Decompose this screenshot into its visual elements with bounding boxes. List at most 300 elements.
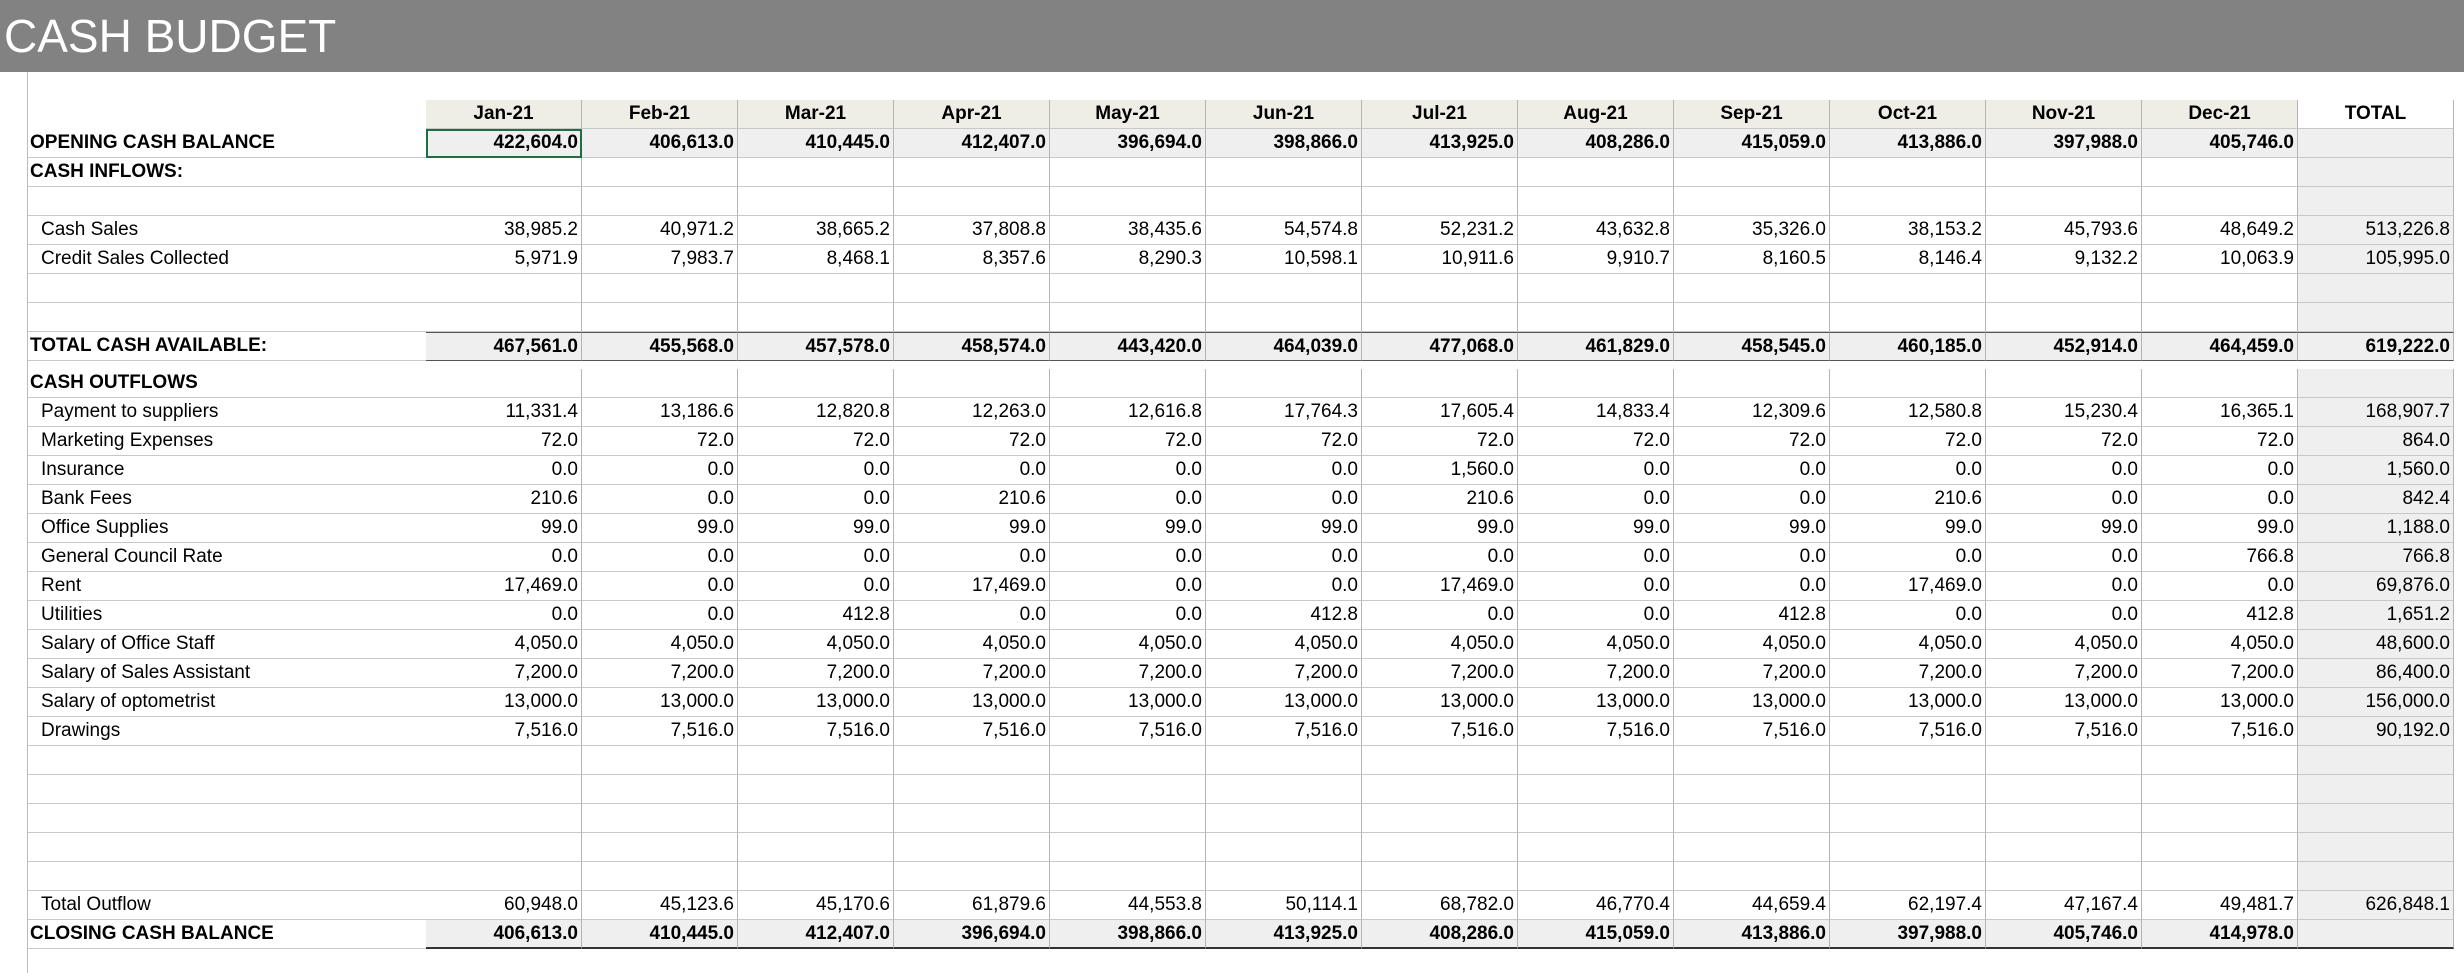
row-label[interactable]: Office Supplies bbox=[28, 514, 426, 543]
cell-value[interactable]: 0.0 bbox=[738, 456, 894, 485]
cell-value[interactable]: 13,000.0 bbox=[1518, 688, 1674, 717]
cell-month-header[interactable]: Jan-21 bbox=[426, 100, 582, 129]
cell-value[interactable]: 12,616.8 bbox=[1050, 398, 1206, 427]
total-cell[interactable]: 1,188.0 bbox=[2298, 514, 2454, 543]
cell-value[interactable]: 61,879.6 bbox=[894, 891, 1050, 920]
cell-month-header[interactable]: Aug-21 bbox=[1518, 100, 1674, 129]
cell-value[interactable]: 7,516.0 bbox=[738, 717, 894, 746]
row-label[interactable]: General Council Rate bbox=[28, 543, 426, 572]
cell-value[interactable] bbox=[1518, 862, 1674, 891]
cell-value[interactable]: 10,911.6 bbox=[1362, 245, 1518, 274]
cell-value[interactable]: 13,000.0 bbox=[738, 688, 894, 717]
cell-value[interactable]: 72.0 bbox=[1362, 427, 1518, 456]
cell-value[interactable]: 0.0 bbox=[894, 601, 1050, 630]
cell-value[interactable] bbox=[1050, 158, 1206, 187]
cell-value[interactable]: 10,598.1 bbox=[1206, 245, 1362, 274]
cell-value[interactable]: 9,132.2 bbox=[1986, 245, 2142, 274]
cell-value[interactable] bbox=[1986, 369, 2142, 398]
row-label[interactable]: Rent bbox=[28, 572, 426, 601]
cell-value[interactable]: 412.8 bbox=[2142, 601, 2298, 630]
cell-value[interactable] bbox=[582, 187, 738, 216]
cell-value[interactable]: 12,580.8 bbox=[1830, 398, 1986, 427]
row-label[interactable]: Utilities bbox=[28, 601, 426, 630]
cell-value[interactable]: 72.0 bbox=[582, 427, 738, 456]
cell-value[interactable]: 0.0 bbox=[1986, 601, 2142, 630]
cell-value[interactable] bbox=[582, 303, 738, 332]
cell-value[interactable]: 99.0 bbox=[582, 514, 738, 543]
cell-value[interactable] bbox=[1362, 303, 1518, 332]
cell-value[interactable] bbox=[2142, 158, 2298, 187]
cell-value[interactable] bbox=[1206, 862, 1362, 891]
cell-value[interactable] bbox=[1362, 274, 1518, 303]
cell-value[interactable] bbox=[426, 274, 582, 303]
cell-value[interactable] bbox=[2142, 862, 2298, 891]
total-cell[interactable]: 86,400.0 bbox=[2298, 659, 2454, 688]
cell-value[interactable] bbox=[1518, 804, 1674, 833]
cell-value[interactable] bbox=[582, 862, 738, 891]
cell-value[interactable]: 0.0 bbox=[1206, 456, 1362, 485]
cell-value[interactable]: 0.0 bbox=[1050, 572, 1206, 601]
cell-value[interactable] bbox=[894, 187, 1050, 216]
cell-value[interactable]: 0.0 bbox=[1518, 543, 1674, 572]
row-label[interactable]: Marketing Expenses bbox=[28, 427, 426, 456]
cell-value[interactable]: 15,230.4 bbox=[1986, 398, 2142, 427]
total-cell[interactable] bbox=[2298, 274, 2454, 303]
cell-value[interactable]: 99.0 bbox=[1674, 514, 1830, 543]
total-cell[interactable] bbox=[2298, 129, 2454, 158]
cell-value[interactable]: 422,604.0 bbox=[426, 129, 582, 158]
row-label[interactable]: Salary of Office Staff bbox=[28, 630, 426, 659]
cell-value[interactable]: 396,694.0 bbox=[1050, 129, 1206, 158]
cell-value[interactable] bbox=[2142, 804, 2298, 833]
cell-value[interactable] bbox=[1830, 804, 1986, 833]
cell-value[interactable]: 405,746.0 bbox=[2142, 129, 2298, 158]
cell-value[interactable] bbox=[1050, 746, 1206, 775]
cell-value[interactable]: 0.0 bbox=[1830, 543, 1986, 572]
cell-value[interactable] bbox=[1830, 187, 1986, 216]
cell-value[interactable]: 0.0 bbox=[1518, 456, 1674, 485]
cell-month-header[interactable]: Feb-21 bbox=[582, 100, 738, 129]
cell-value[interactable] bbox=[1362, 369, 1518, 398]
total-cell[interactable]: 156,000.0 bbox=[2298, 688, 2454, 717]
cell-value[interactable]: 7,516.0 bbox=[426, 717, 582, 746]
cell-value[interactable]: 397,988.0 bbox=[1830, 920, 1986, 949]
cell-value[interactable]: 0.0 bbox=[582, 601, 738, 630]
cell-value[interactable] bbox=[582, 158, 738, 187]
cell-value[interactable] bbox=[1674, 833, 1830, 862]
cell-value[interactable]: 16,365.1 bbox=[2142, 398, 2298, 427]
total-cell[interactable]: 619,222.0 bbox=[2298, 332, 2454, 361]
cell-value[interactable]: 405,746.0 bbox=[1986, 920, 2142, 949]
cell-value[interactable] bbox=[1674, 187, 1830, 216]
cell-value[interactable]: 0.0 bbox=[894, 456, 1050, 485]
cell-value[interactable]: 13,000.0 bbox=[1674, 688, 1830, 717]
cell-value[interactable] bbox=[1518, 775, 1674, 804]
row-label[interactable]: Salary of Sales Assistant bbox=[28, 659, 426, 688]
cell-value[interactable] bbox=[582, 833, 738, 862]
cell-month-header[interactable]: Jul-21 bbox=[1362, 100, 1518, 129]
cell-value[interactable]: 99.0 bbox=[1050, 514, 1206, 543]
cell-value[interactable]: 10,063.9 bbox=[2142, 245, 2298, 274]
cell-value[interactable] bbox=[738, 158, 894, 187]
cell-value[interactable] bbox=[426, 862, 582, 891]
cell-value[interactable] bbox=[582, 775, 738, 804]
cell-value[interactable] bbox=[582, 369, 738, 398]
total-cell[interactable] bbox=[2298, 746, 2454, 775]
cell-value[interactable] bbox=[426, 775, 582, 804]
cell-value[interactable]: 72.0 bbox=[894, 427, 1050, 456]
cell-value[interactable]: 7,200.0 bbox=[1050, 659, 1206, 688]
total-cell[interactable]: 766.8 bbox=[2298, 543, 2454, 572]
cell-value[interactable]: 766.8 bbox=[2142, 543, 2298, 572]
cell-value[interactable]: 1,560.0 bbox=[1362, 456, 1518, 485]
cell-value[interactable]: 40,971.2 bbox=[582, 216, 738, 245]
cell-value[interactable] bbox=[1674, 775, 1830, 804]
row-label[interactable]: Bank Fees bbox=[28, 485, 426, 514]
total-cell[interactable] bbox=[2298, 862, 2454, 891]
cell-value[interactable]: 415,059.0 bbox=[1518, 920, 1674, 949]
cell-value[interactable]: 7,200.0 bbox=[1674, 659, 1830, 688]
cell-value[interactable]: 17,469.0 bbox=[894, 572, 1050, 601]
cell-value[interactable]: 13,000.0 bbox=[426, 688, 582, 717]
cell-value[interactable]: 464,459.0 bbox=[2142, 332, 2298, 361]
cell-value[interactable]: 99.0 bbox=[1206, 514, 1362, 543]
cell-value[interactable]: 4,050.0 bbox=[1674, 630, 1830, 659]
cell-value[interactable]: 7,200.0 bbox=[1362, 659, 1518, 688]
total-cell[interactable]: 1,651.2 bbox=[2298, 601, 2454, 630]
cell-value[interactable]: 414,978.0 bbox=[2142, 920, 2298, 949]
cell-value[interactable] bbox=[738, 862, 894, 891]
total-cell[interactable]: 864.0 bbox=[2298, 427, 2454, 456]
cell-value[interactable]: 13,000.0 bbox=[582, 688, 738, 717]
row-label[interactable]: Drawings bbox=[28, 717, 426, 746]
cell-value[interactable]: 0.0 bbox=[1986, 485, 2142, 514]
cell-value[interactable] bbox=[2142, 274, 2298, 303]
cell-value[interactable] bbox=[2142, 775, 2298, 804]
cell-value[interactable] bbox=[894, 775, 1050, 804]
cell-value[interactable]: 412.8 bbox=[738, 601, 894, 630]
cell-value[interactable]: 8,160.5 bbox=[1674, 245, 1830, 274]
cell-value[interactable]: 0.0 bbox=[1050, 601, 1206, 630]
cell-value[interactable]: 410,445.0 bbox=[582, 920, 738, 949]
cell-value[interactable]: 0.0 bbox=[582, 543, 738, 572]
cell-value[interactable] bbox=[1362, 187, 1518, 216]
cell-value[interactable]: 4,050.0 bbox=[1830, 630, 1986, 659]
cell-value[interactable] bbox=[1362, 775, 1518, 804]
cell-value[interactable]: 467,561.0 bbox=[426, 332, 582, 361]
cell-value[interactable]: 406,613.0 bbox=[426, 920, 582, 949]
cell-value[interactable]: 410,445.0 bbox=[738, 129, 894, 158]
cell-month-header[interactable]: Jun-21 bbox=[1206, 100, 1362, 129]
cell-value[interactable]: 0.0 bbox=[738, 572, 894, 601]
cell-value[interactable] bbox=[894, 804, 1050, 833]
cell-value[interactable]: 35,326.0 bbox=[1674, 216, 1830, 245]
cell-value[interactable] bbox=[894, 303, 1050, 332]
cell-value[interactable] bbox=[1518, 158, 1674, 187]
cell-value[interactable] bbox=[1830, 369, 1986, 398]
cell-value[interactable]: 0.0 bbox=[582, 572, 738, 601]
cell-value[interactable]: 46,770.4 bbox=[1518, 891, 1674, 920]
cell-value[interactable]: 0.0 bbox=[1362, 543, 1518, 572]
cell-value[interactable] bbox=[1206, 804, 1362, 833]
cell-value[interactable] bbox=[738, 303, 894, 332]
cell-value[interactable]: 0.0 bbox=[1050, 543, 1206, 572]
cell-value[interactable]: 412,407.0 bbox=[738, 920, 894, 949]
cell-value[interactable]: 458,545.0 bbox=[1674, 332, 1830, 361]
cell-value[interactable] bbox=[1206, 274, 1362, 303]
cell-value[interactable]: 7,516.0 bbox=[582, 717, 738, 746]
cell-value[interactable] bbox=[894, 158, 1050, 187]
cell-value[interactable]: 7,516.0 bbox=[1518, 717, 1674, 746]
cell-value[interactable] bbox=[426, 746, 582, 775]
total-cell[interactable] bbox=[2298, 920, 2454, 949]
cell-value[interactable]: 7,516.0 bbox=[1986, 717, 2142, 746]
cell-value[interactable] bbox=[1050, 833, 1206, 862]
cell-value[interactable]: 408,286.0 bbox=[1518, 129, 1674, 158]
cell-value[interactable]: 0.0 bbox=[1206, 543, 1362, 572]
cell-value[interactable]: 17,469.0 bbox=[1830, 572, 1986, 601]
cell-value[interactable]: 7,200.0 bbox=[1830, 659, 1986, 688]
cell-value[interactable]: 8,357.6 bbox=[894, 245, 1050, 274]
cell-value[interactable]: 99.0 bbox=[1830, 514, 1986, 543]
cell-value[interactable]: 13,000.0 bbox=[1206, 688, 1362, 717]
cell-value[interactable] bbox=[1830, 158, 1986, 187]
cell-value[interactable]: 464,039.0 bbox=[1206, 332, 1362, 361]
cell-value[interactable]: 7,516.0 bbox=[1830, 717, 1986, 746]
cell-value[interactable]: 7,516.0 bbox=[2142, 717, 2298, 746]
cell-value[interactable]: 413,925.0 bbox=[1362, 129, 1518, 158]
cell-value[interactable]: 7,200.0 bbox=[1206, 659, 1362, 688]
cell-value[interactable]: 14,833.4 bbox=[1518, 398, 1674, 427]
cell-value[interactable] bbox=[1674, 274, 1830, 303]
cell-value[interactable] bbox=[1518, 833, 1674, 862]
cell-value[interactable]: 62,197.4 bbox=[1830, 891, 1986, 920]
cell-value[interactable]: 50,114.1 bbox=[1206, 891, 1362, 920]
cell-value[interactable] bbox=[1986, 303, 2142, 332]
cell-month-header[interactable]: Mar-21 bbox=[738, 100, 894, 129]
cell-value[interactable]: 17,469.0 bbox=[426, 572, 582, 601]
cell-value[interactable]: 455,568.0 bbox=[582, 332, 738, 361]
cell-value[interactable]: 398,866.0 bbox=[1206, 129, 1362, 158]
cell-value[interactable] bbox=[738, 746, 894, 775]
cell-value[interactable] bbox=[1050, 369, 1206, 398]
cell-value[interactable]: 0.0 bbox=[2142, 485, 2298, 514]
cell-value[interactable]: 99.0 bbox=[1362, 514, 1518, 543]
cell-value[interactable] bbox=[1206, 158, 1362, 187]
cell-value[interactable] bbox=[2142, 746, 2298, 775]
cell-value[interactable]: 7,200.0 bbox=[894, 659, 1050, 688]
cell-value[interactable]: 17,469.0 bbox=[1362, 572, 1518, 601]
cell-value[interactable]: 7,200.0 bbox=[2142, 659, 2298, 688]
cell-value[interactable] bbox=[1674, 158, 1830, 187]
cell-value[interactable]: 99.0 bbox=[1518, 514, 1674, 543]
cell-value[interactable]: 4,050.0 bbox=[582, 630, 738, 659]
cell-value[interactable]: 210.6 bbox=[894, 485, 1050, 514]
cell-value[interactable] bbox=[1050, 775, 1206, 804]
row-label[interactable] bbox=[28, 187, 426, 216]
cell-value[interactable] bbox=[894, 862, 1050, 891]
cell-value[interactable]: 13,000.0 bbox=[1830, 688, 1986, 717]
cell-value[interactable] bbox=[1986, 187, 2142, 216]
cell-value[interactable]: 0.0 bbox=[426, 601, 582, 630]
cell-value[interactable] bbox=[426, 369, 582, 398]
cell-value[interactable] bbox=[1986, 804, 2142, 833]
cell-value[interactable]: 0.0 bbox=[582, 456, 738, 485]
cell-value[interactable] bbox=[2142, 833, 2298, 862]
cell-value[interactable]: 0.0 bbox=[2142, 456, 2298, 485]
cell-value[interactable]: 0.0 bbox=[1674, 456, 1830, 485]
cell-value[interactable] bbox=[1830, 746, 1986, 775]
cell-value[interactable] bbox=[426, 804, 582, 833]
cell-value[interactable] bbox=[1206, 775, 1362, 804]
cell-value[interactable]: 0.0 bbox=[1674, 485, 1830, 514]
row-label[interactable]: CLOSING CASH BALANCE bbox=[28, 920, 426, 949]
cell-value[interactable] bbox=[1362, 158, 1518, 187]
cell-value[interactable] bbox=[1986, 833, 2142, 862]
row-label[interactable]: Total Outflow bbox=[28, 891, 426, 920]
row-label[interactable]: CASH OUTFLOWS bbox=[28, 369, 426, 398]
cell-value[interactable]: 9,910.7 bbox=[1518, 245, 1674, 274]
cell-value[interactable]: 4,050.0 bbox=[738, 630, 894, 659]
cell-value[interactable]: 7,200.0 bbox=[1518, 659, 1674, 688]
cell-value[interactable]: 72.0 bbox=[1830, 427, 1986, 456]
cell-value[interactable]: 412.8 bbox=[1206, 601, 1362, 630]
cell-value[interactable] bbox=[1050, 862, 1206, 891]
cell-value[interactable]: 412.8 bbox=[1674, 601, 1830, 630]
cell-value[interactable] bbox=[426, 158, 582, 187]
total-cell[interactable]: 48,600.0 bbox=[2298, 630, 2454, 659]
cell-value[interactable] bbox=[1674, 746, 1830, 775]
cell-value[interactable]: 99.0 bbox=[426, 514, 582, 543]
cell-value[interactable]: 68,782.0 bbox=[1362, 891, 1518, 920]
row-label[interactable] bbox=[28, 746, 426, 775]
cell-value[interactable]: 0.0 bbox=[1518, 485, 1674, 514]
cell-value[interactable]: 49,481.7 bbox=[2142, 891, 2298, 920]
cell-value[interactable]: 7,516.0 bbox=[1206, 717, 1362, 746]
cell-value[interactable]: 52,231.2 bbox=[1362, 216, 1518, 245]
cell-value[interactable] bbox=[1050, 274, 1206, 303]
cell-value[interactable]: 477,068.0 bbox=[1362, 332, 1518, 361]
cell-value[interactable]: 7,516.0 bbox=[894, 717, 1050, 746]
cell-value[interactable]: 8,146.4 bbox=[1830, 245, 1986, 274]
cell-value[interactable] bbox=[2142, 303, 2298, 332]
cell-value[interactable]: 99.0 bbox=[894, 514, 1050, 543]
cell-value[interactable] bbox=[1986, 158, 2142, 187]
cell-value[interactable]: 460,185.0 bbox=[1830, 332, 1986, 361]
cell-value[interactable] bbox=[1830, 303, 1986, 332]
cell-value[interactable] bbox=[1830, 775, 1986, 804]
row-label[interactable]: CASH INFLOWS: bbox=[28, 158, 426, 187]
cell-value[interactable]: 11,331.4 bbox=[426, 398, 582, 427]
cell-value[interactable]: 457,578.0 bbox=[738, 332, 894, 361]
cell-month-header[interactable]: Nov-21 bbox=[1986, 100, 2142, 129]
cell-value[interactable]: 4,050.0 bbox=[894, 630, 1050, 659]
cell-value[interactable] bbox=[894, 274, 1050, 303]
row-label[interactable] bbox=[28, 274, 426, 303]
total-cell[interactable] bbox=[2298, 187, 2454, 216]
cell-value[interactable]: 13,000.0 bbox=[894, 688, 1050, 717]
cell-month-header[interactable]: Sep-21 bbox=[1674, 100, 1830, 129]
cell-value[interactable]: 4,050.0 bbox=[1362, 630, 1518, 659]
cell-value[interactable]: 7,983.7 bbox=[582, 245, 738, 274]
row-label[interactable]: OPENING CASH BALANCE bbox=[28, 129, 426, 158]
cell-value[interactable]: 38,435.6 bbox=[1050, 216, 1206, 245]
cell-value[interactable]: 99.0 bbox=[2142, 514, 2298, 543]
row-label[interactable]: Credit Sales Collected bbox=[28, 245, 426, 274]
row-label[interactable]: Insurance bbox=[28, 456, 426, 485]
total-cell[interactable]: 513,226.8 bbox=[2298, 216, 2454, 245]
row-label[interactable]: TOTAL CASH AVAILABLE: bbox=[28, 332, 426, 361]
total-cell[interactable] bbox=[2298, 833, 2454, 862]
cell-value[interactable]: 415,059.0 bbox=[1674, 129, 1830, 158]
total-cell[interactable] bbox=[2298, 303, 2454, 332]
cell-value[interactable] bbox=[738, 804, 894, 833]
cell-value[interactable] bbox=[738, 274, 894, 303]
cell-value[interactable] bbox=[1986, 775, 2142, 804]
cell-value[interactable]: 4,050.0 bbox=[1986, 630, 2142, 659]
cell-value[interactable] bbox=[1674, 804, 1830, 833]
total-cell[interactable]: 105,995.0 bbox=[2298, 245, 2454, 274]
cell-value[interactable]: 38,665.2 bbox=[738, 216, 894, 245]
cell-value[interactable] bbox=[426, 833, 582, 862]
cell-value[interactable]: 397,988.0 bbox=[1986, 129, 2142, 158]
cell-month-header[interactable]: Apr-21 bbox=[894, 100, 1050, 129]
cell-value[interactable]: 0.0 bbox=[1830, 601, 1986, 630]
cell-value[interactable] bbox=[2142, 187, 2298, 216]
cell-value[interactable]: 210.6 bbox=[1362, 485, 1518, 514]
cell-value[interactable]: 0.0 bbox=[1986, 572, 2142, 601]
cell-value[interactable]: 413,925.0 bbox=[1206, 920, 1362, 949]
cell-value[interactable]: 406,613.0 bbox=[582, 129, 738, 158]
cell-month-header[interactable]: Dec-21 bbox=[2142, 100, 2298, 129]
cell-value[interactable]: 48,649.2 bbox=[2142, 216, 2298, 245]
cell-value[interactable] bbox=[1206, 303, 1362, 332]
cell-value[interactable]: 0.0 bbox=[426, 456, 582, 485]
cell-value[interactable]: 72.0 bbox=[738, 427, 894, 456]
cell-value[interactable]: 38,985.2 bbox=[426, 216, 582, 245]
cell-value[interactable]: 0.0 bbox=[426, 543, 582, 572]
cell-value[interactable] bbox=[1674, 303, 1830, 332]
cell-value[interactable]: 8,468.1 bbox=[738, 245, 894, 274]
cell-value[interactable]: 0.0 bbox=[894, 543, 1050, 572]
total-cell[interactable]: 69,876.0 bbox=[2298, 572, 2454, 601]
cell-value[interactable]: 452,914.0 bbox=[1986, 332, 2142, 361]
cell-value[interactable] bbox=[1518, 303, 1674, 332]
cell-value[interactable]: 4,050.0 bbox=[1050, 630, 1206, 659]
cell-value[interactable] bbox=[1518, 746, 1674, 775]
row-label[interactable] bbox=[28, 804, 426, 833]
total-cell[interactable]: 90,192.0 bbox=[2298, 717, 2454, 746]
cell-value[interactable]: 7,200.0 bbox=[426, 659, 582, 688]
cell-value[interactable]: 99.0 bbox=[738, 514, 894, 543]
cell-value[interactable]: 7,516.0 bbox=[1050, 717, 1206, 746]
cell-value[interactable] bbox=[1518, 369, 1674, 398]
cell-value[interactable]: 13,000.0 bbox=[1050, 688, 1206, 717]
cell-value[interactable]: 458,574.0 bbox=[894, 332, 1050, 361]
cell-value[interactable]: 7,200.0 bbox=[582, 659, 738, 688]
cell-value[interactable] bbox=[738, 187, 894, 216]
cell-value[interactable]: 0.0 bbox=[1206, 485, 1362, 514]
cell-value[interactable] bbox=[1206, 833, 1362, 862]
cell-value[interactable]: 0.0 bbox=[1518, 572, 1674, 601]
cell-value[interactable]: 17,764.3 bbox=[1206, 398, 1362, 427]
cell-value[interactable]: 0.0 bbox=[1674, 572, 1830, 601]
row-label[interactable] bbox=[28, 862, 426, 891]
cell-value[interactable]: 45,793.6 bbox=[1986, 216, 2142, 245]
cell-value[interactable]: 413,886.0 bbox=[1674, 920, 1830, 949]
cell-value[interactable]: 72.0 bbox=[1206, 427, 1362, 456]
cell-value[interactable] bbox=[1206, 187, 1362, 216]
